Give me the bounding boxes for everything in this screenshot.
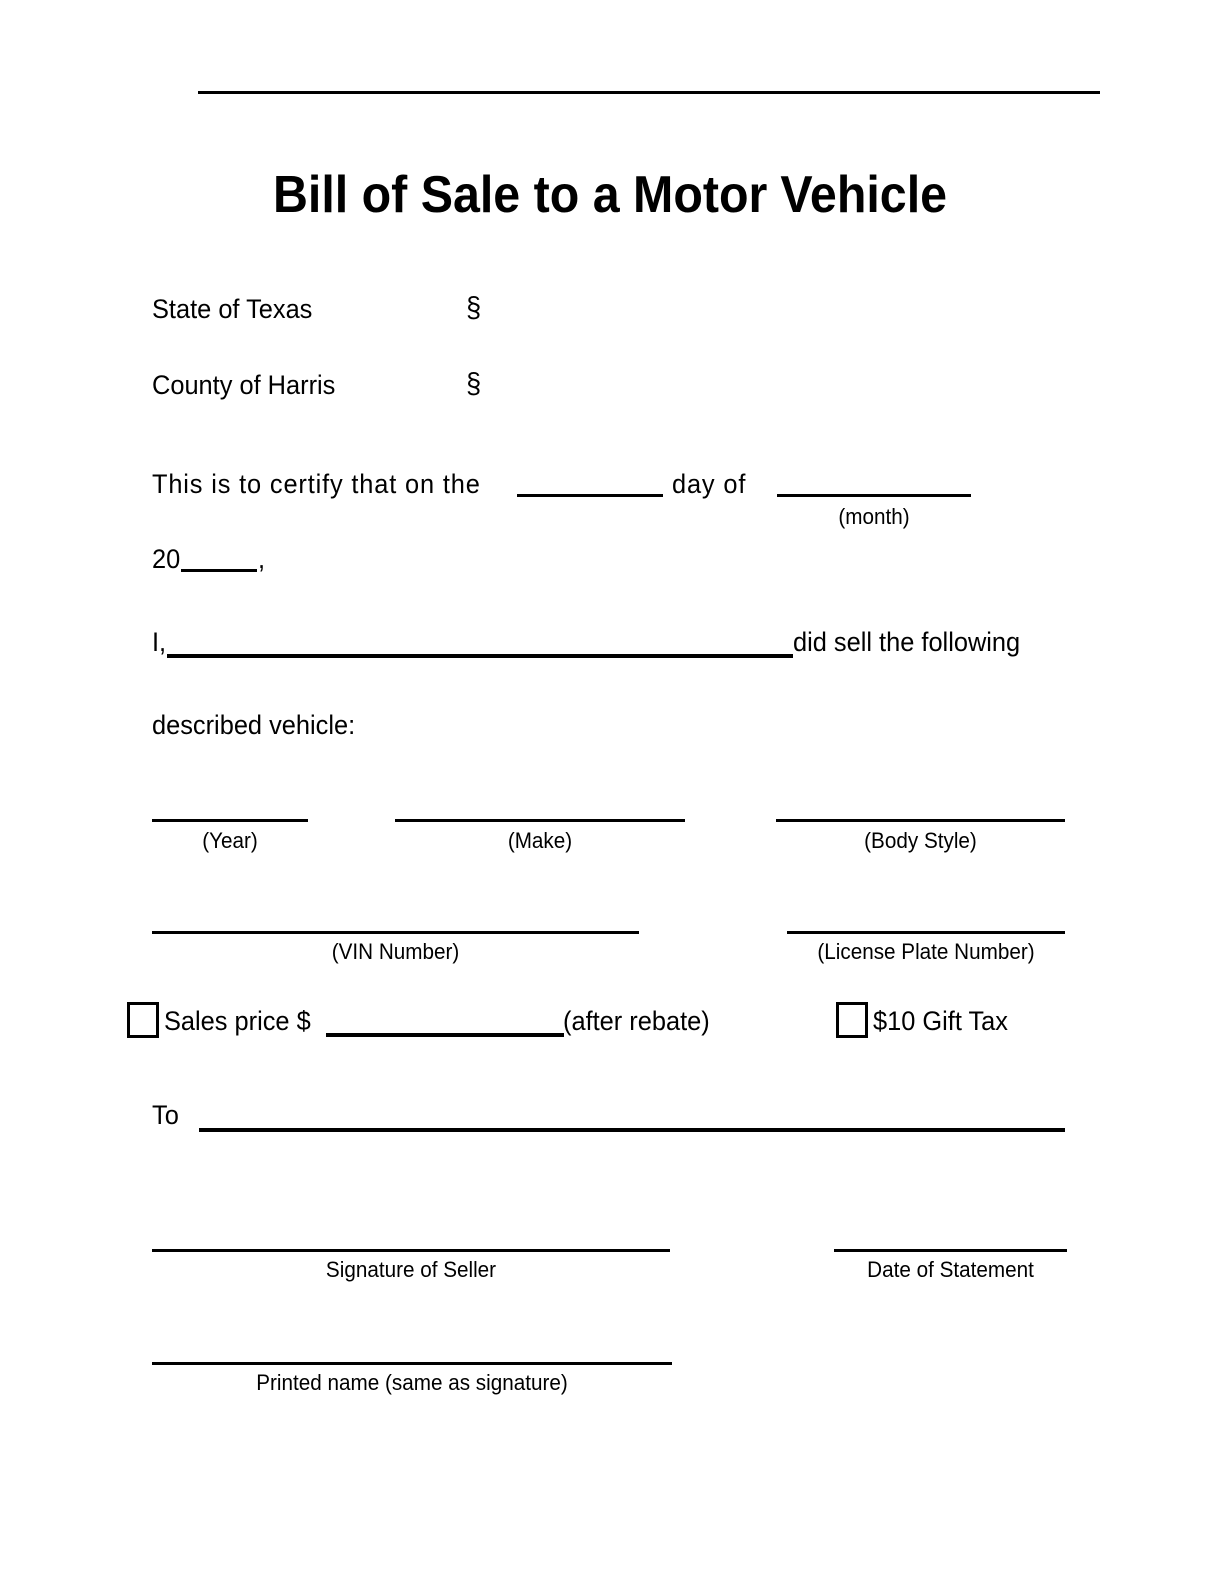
page-title-part-1: Bill of Sale to a Motor <box>272 166 768 224</box>
buyer-to-label: To <box>152 1100 179 1130</box>
year-comma: , <box>258 544 266 574</box>
header-divider-rule <box>198 91 1100 94</box>
printed-name-blank-line[interactable] <box>152 1362 672 1365</box>
signature-of-seller-blank-line[interactable] <box>152 1249 670 1252</box>
date-of-statement-blank-line[interactable] <box>834 1249 1067 1252</box>
date-of-statement-caption: Date of Statement <box>867 1257 1034 1282</box>
vehicle-make-blank-line[interactable] <box>395 819 685 822</box>
vehicle-license-plate-blank-line[interactable] <box>787 931 1065 934</box>
day-of-text: day of <box>672 469 747 499</box>
gift-tax-label: $10 Gift Tax <box>873 1006 1008 1036</box>
sales-price-blank-line[interactable] <box>326 1033 564 1037</box>
gift-tax-checkbox[interactable] <box>836 1002 868 1038</box>
county-label: County of Harris <box>152 370 336 400</box>
sales-price-checkbox[interactable] <box>127 1002 159 1038</box>
certify-lead-text: This is to certify that on the <box>152 469 481 499</box>
vehicle-vin-caption: (VIN Number) <box>331 939 460 964</box>
vehicle-year-blank-line[interactable] <box>152 819 308 822</box>
did-sell-text: did sell the following <box>793 627 1021 657</box>
vehicle-body-style-blank-line[interactable] <box>776 819 1065 822</box>
month-caption: (month) <box>838 504 910 529</box>
vehicle-vin-blank-line[interactable] <box>152 931 639 934</box>
vehicle-make-caption: (Make) <box>507 828 573 853</box>
seller-name-blank-line[interactable] <box>167 654 793 658</box>
seller-name-prefix: I, <box>152 627 167 657</box>
sales-price-label: Sales price $ <box>164 1006 311 1036</box>
county-section-mark: § <box>466 368 482 400</box>
vehicle-year-caption: (Year) <box>202 828 258 853</box>
page-title <box>43 168 1178 223</box>
page-title-part-2: Vehicle <box>780 166 948 224</box>
year-prefix: 20 <box>152 544 181 574</box>
described-vehicle-text: described vehicle: <box>152 710 356 740</box>
printed-name-caption: Printed name (same as signature) <box>256 1370 568 1395</box>
state-label: State of Texas <box>152 294 313 324</box>
day-blank-line[interactable] <box>517 494 663 497</box>
after-rebate-label: (after rebate) <box>563 1006 710 1036</box>
vehicle-body-style-caption: (Body Style) <box>864 828 977 853</box>
state-section-mark: § <box>466 292 482 324</box>
signature-of-seller-caption: Signature of Seller <box>325 1257 497 1282</box>
buyer-to-blank-line[interactable] <box>199 1128 1065 1132</box>
month-blank-line[interactable] <box>777 494 971 497</box>
vehicle-license-plate-caption: (License Plate Number) <box>817 939 1035 964</box>
year-blank-line[interactable] <box>181 569 257 572</box>
